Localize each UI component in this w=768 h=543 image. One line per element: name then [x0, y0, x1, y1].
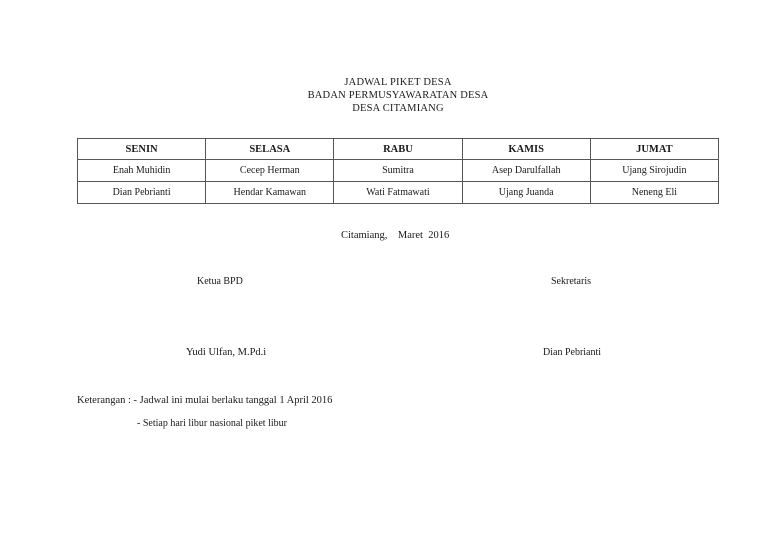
- column-header-rabu: RABU: [334, 139, 462, 160]
- note-line-2: - Setiap hari libur nasional piket libur: [137, 418, 287, 429]
- table-cell: Sumitra: [334, 160, 462, 182]
- document-header: [0, 76, 768, 115]
- signature-title-chairman: Ketua BPD: [197, 276, 243, 287]
- table-cell: Dian Pebrianti: [78, 182, 206, 204]
- column-header-senin: SENIN: [78, 139, 206, 160]
- table-row: [78, 182, 719, 204]
- note-line-1: Keterangan : - Jadwal ini mulai berlaku tanggal 1 April 2016: [77, 395, 333, 406]
- table-cell: Enah Muhidin: [78, 160, 206, 182]
- table-cell: Wati Fatmawati: [334, 182, 462, 204]
- table-cell: Ujang Juanda: [462, 182, 590, 204]
- header-organization: BADAN PERMUSYAWARATAN DESA: [307, 90, 489, 101]
- signature-title-secretary: Sekretaris: [551, 276, 591, 287]
- schedule-table: [77, 138, 719, 204]
- place-date: Citamiang, Maret 2016: [341, 230, 450, 241]
- header-village: DESA CITAMIANG: [352, 103, 444, 114]
- table-cell: Cecep Herman: [206, 160, 334, 182]
- schedule-header-row: [78, 139, 719, 160]
- signature-name-secretary: Dian Pebrianti: [543, 347, 602, 358]
- table-cell: Hendar Kamawan: [206, 182, 334, 204]
- signature-name-chairman: Yudi Ulfan, M.Pd.i: [186, 347, 267, 358]
- column-header-jumat: JUMAT: [590, 139, 718, 160]
- table-cell: Asep Darulfallah: [462, 160, 590, 182]
- column-header-kamis: KAMIS: [462, 139, 590, 160]
- column-header-selasa: SELASA: [206, 139, 334, 160]
- table-cell: Ujang Sirojudin: [590, 160, 718, 182]
- table-cell: Neneng Eli: [590, 182, 718, 204]
- table-row: [78, 160, 719, 182]
- header-title: JADWAL PIKET DESA: [344, 77, 452, 88]
